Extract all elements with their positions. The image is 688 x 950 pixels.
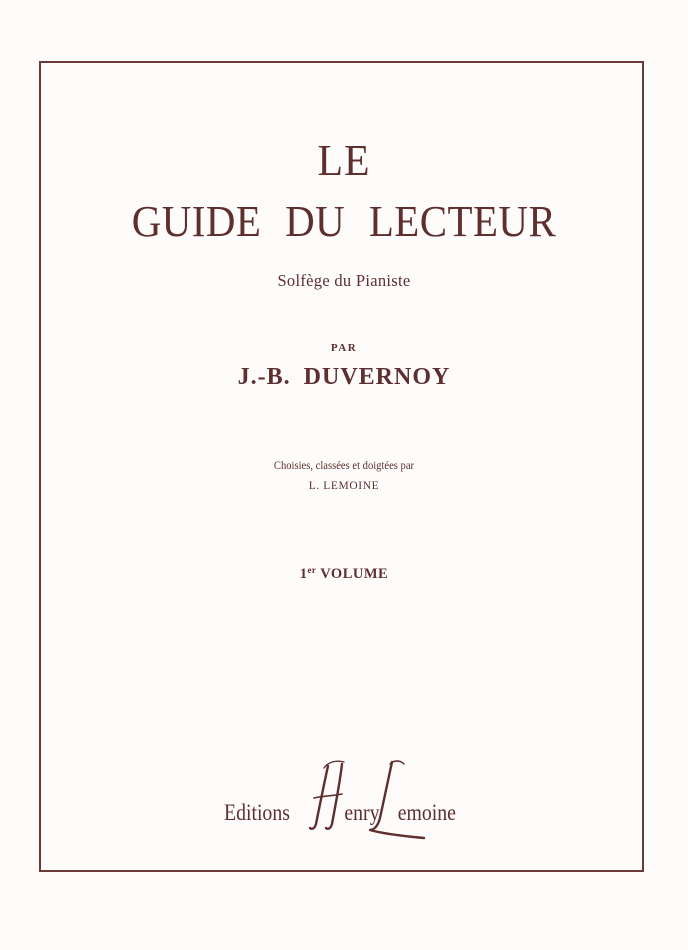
logo-editions: Editions: [224, 799, 290, 826]
title-line-1: LE: [317, 136, 371, 185]
volume-word: VOLUME: [320, 566, 389, 582]
logo-henry-h-mark: [310, 761, 344, 829]
title-line-2: GUIDE DU LECTEUR: [131, 197, 557, 246]
by-label: PAR: [330, 342, 358, 354]
selection-credit: Choisies, classées et doigtées par: [273, 460, 415, 472]
volume-label: [0, 561, 688, 583]
publisher-logo: [224, 756, 464, 840]
editor-name: L. LEMOINE: [308, 480, 380, 492]
logo-lemoine-rest: emoine: [397, 799, 456, 826]
volume-number: 1: [299, 566, 308, 582]
volume-ordinal-suffix: er: [307, 565, 317, 575]
subtitle: Solfège du Pianiste: [277, 271, 411, 290]
composer-name: J.-B. DUVERNOY: [237, 364, 451, 390]
logo-henry-rest: enry: [344, 799, 380, 826]
